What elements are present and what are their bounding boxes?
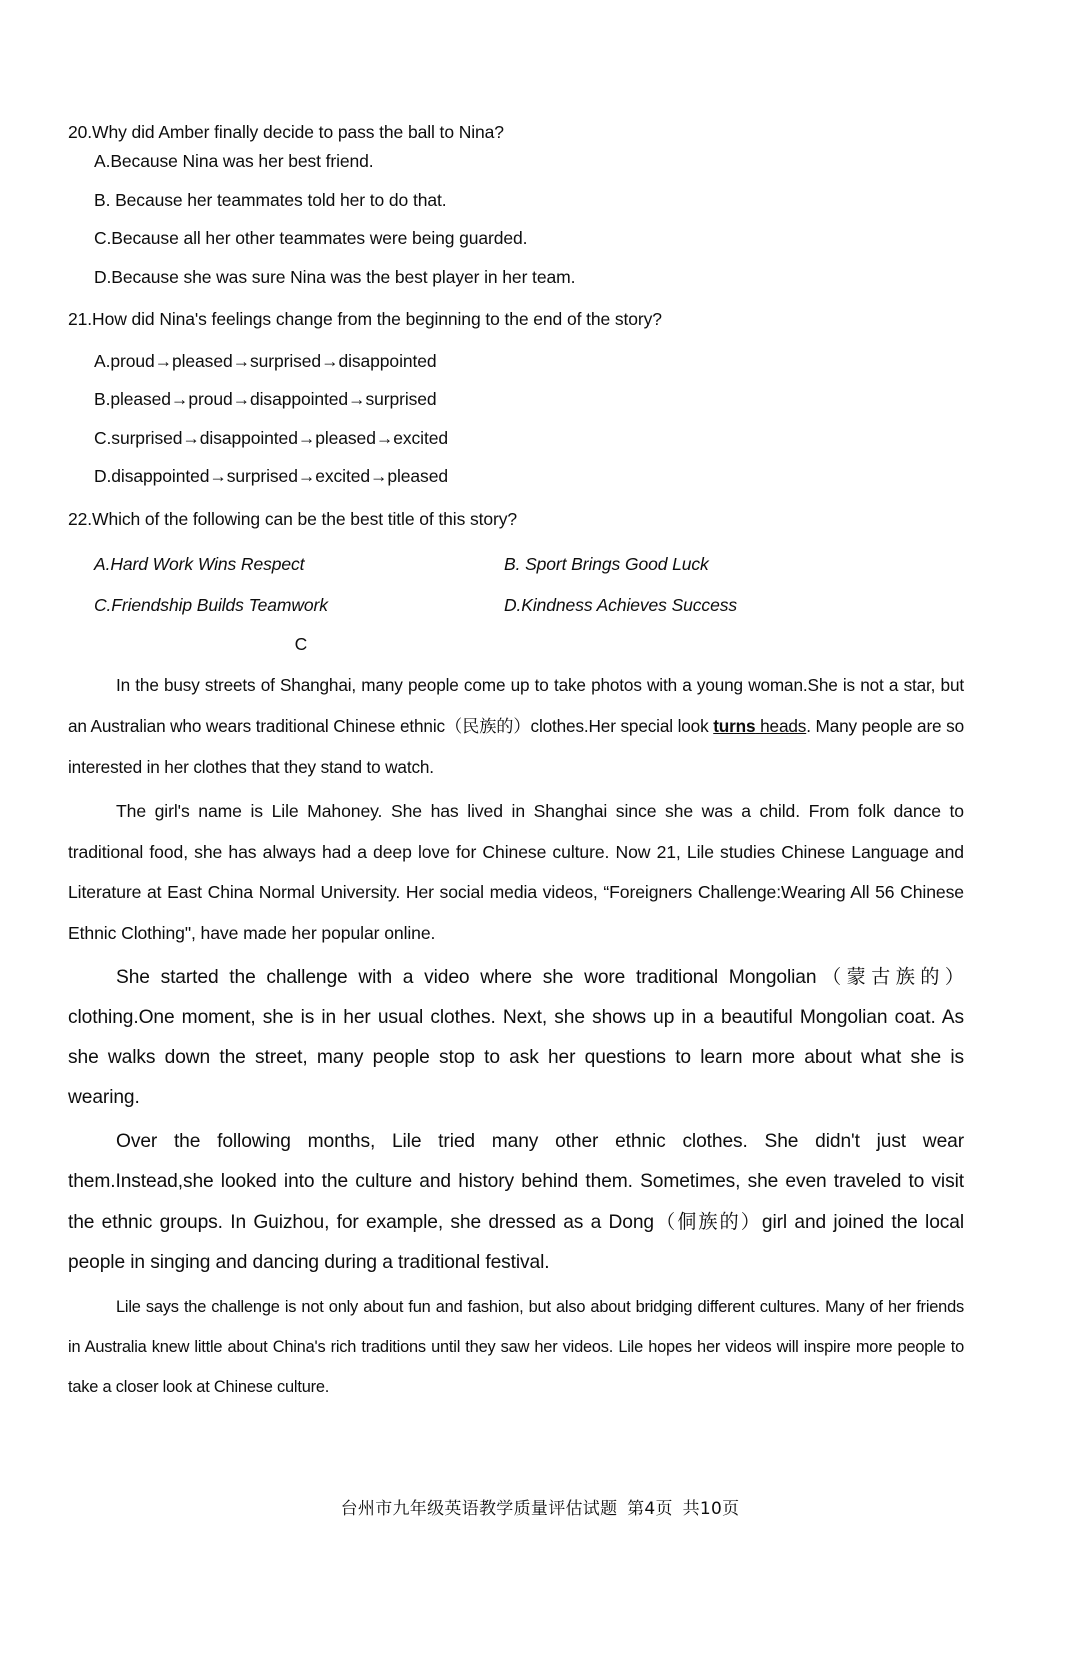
question-22-option-c[interactable]: C.Friendship Builds Teamwork: [94, 595, 328, 616]
passage-paragraph-2: The girl's name is Lile Mahoney. She has lived in Shanghai since she was a child. From folk dance to traditional food, she has always had a deep love for Chinese culture. Now 21, Lile studies Chinese Language and Literature at East China Normal University. Her social media videos, “Foreigners Challenge:Wearing All 56 Chinese Ethnic Clothing", have made her popular online.: [68, 801, 964, 943]
paragraph-1-emphasis-heads: heads: [755, 715, 807, 736]
passage-paragraph-4: [68, 1122, 964, 1283]
paragraph-1-part-1: In the busy streets of Shanghai, many people come up to take photos with a young woman.She is not a star, but an Australian who wears traditional Chinese ethnic: [68, 675, 964, 736]
paragraph-4-part-1: Over the following months, Lile tried many other ethnic clothes. She didn't just wear them.Instead,she looked into the culture and history behind them. Sometimes, she even traveled to visit the ethnic groups. In Guizhou, for example, she dressed as a Dong: [68, 1130, 964, 1233]
paragraph-1-part-3: . Many people are so interested in her clothes that they stand to watch.: [68, 715, 964, 777]
question-20-option-d[interactable]: D.Because she was sure Nina was the best player in her team.: [94, 266, 576, 287]
paragraph-3-part-1: She started the challenge with a video where she wore traditional Mongolian: [116, 967, 817, 989]
paragraph-3-gloss-mengguzu: （蒙古族的）: [816, 965, 964, 989]
question-22-option-b[interactable]: B. Sport Brings Good Luck: [504, 554, 709, 575]
question-21-option-a[interactable]: A.proud→pleased→surprised→disappointed: [94, 350, 437, 371]
paragraph-1-part-2: clothes.Her special look: [530, 715, 714, 736]
page-content: [68, 120, 964, 1411]
question-22-options: [94, 534, 964, 616]
footer-exam-title: 台州市九年级英语教学质量评估试题: [340, 1499, 618, 1519]
paragraph-3-part-2: clothing.One moment, she is in her usual clothes. Next, she shows up in a beautiful Mongolian coat. As she walks down the street, many people stop to ask her questions to learn more about what she is wearing.: [68, 1007, 964, 1109]
paragraph-1-gloss-minzu: （民族的）: [444, 716, 531, 737]
page-footer: [0, 1494, 1080, 1519]
question-22: [68, 507, 964, 616]
question-20-option-a[interactable]: A.Because Nina was her best friend.: [94, 151, 374, 172]
question-22-option-d[interactable]: D.Kindness Achieves Success: [504, 595, 738, 616]
question-20-option-b[interactable]: B. Because her teammates told her to do that.: [94, 189, 447, 210]
question-21-option-c[interactable]: C.surprised→disappointed→pleased→excited: [94, 427, 448, 448]
question-20-option-c[interactable]: C.Because all her other teammates were being guarded.: [94, 228, 528, 249]
question-21-option-b[interactable]: B.pleased→proud→disappointed→surprised: [94, 389, 437, 410]
section-letter-c: C: [294, 634, 308, 655]
footer-page-current: 第4页: [627, 1499, 673, 1519]
question-21-option-d[interactable]: D.disappointed→surprised→excited→pleased: [94, 466, 448, 487]
question-20-stem: 20.Why did Amber finally decide to pass the ball to Nina?: [68, 122, 504, 142]
paragraph-4-part-2: girl and joined the local people in singing and dancing during a traditional festival.: [68, 1211, 964, 1273]
paragraph-1-emphasis-turns: turns: [713, 715, 756, 736]
footer-page-total: 共10页: [682, 1499, 740, 1519]
question-22-stem: 22.Which of the following can be the best title of this story?: [68, 508, 518, 529]
question-21: [68, 307, 964, 488]
passage-paragraph-5: Lile says the challenge is not only about fun and fashion, but also about bridging different cultures. Many of her friends in Australia knew little about China's rich traditions until they saw her videos. Lile hopes her videos will inspire more people to take a closer look at Chinese culture.: [68, 1297, 964, 1397]
passage-paragraph-3: [68, 957, 964, 1118]
passage-paragraph-1: [68, 665, 964, 787]
question-22-option-a[interactable]: A.Hard Work Wins Respect: [94, 554, 305, 575]
question-20: [68, 120, 964, 289]
question-21-stem: 21.How did Nina's feelings change from the beginning to the end of the story?: [68, 309, 662, 330]
paragraph-4-gloss-dongzu: （侗族的）: [653, 1209, 762, 1233]
